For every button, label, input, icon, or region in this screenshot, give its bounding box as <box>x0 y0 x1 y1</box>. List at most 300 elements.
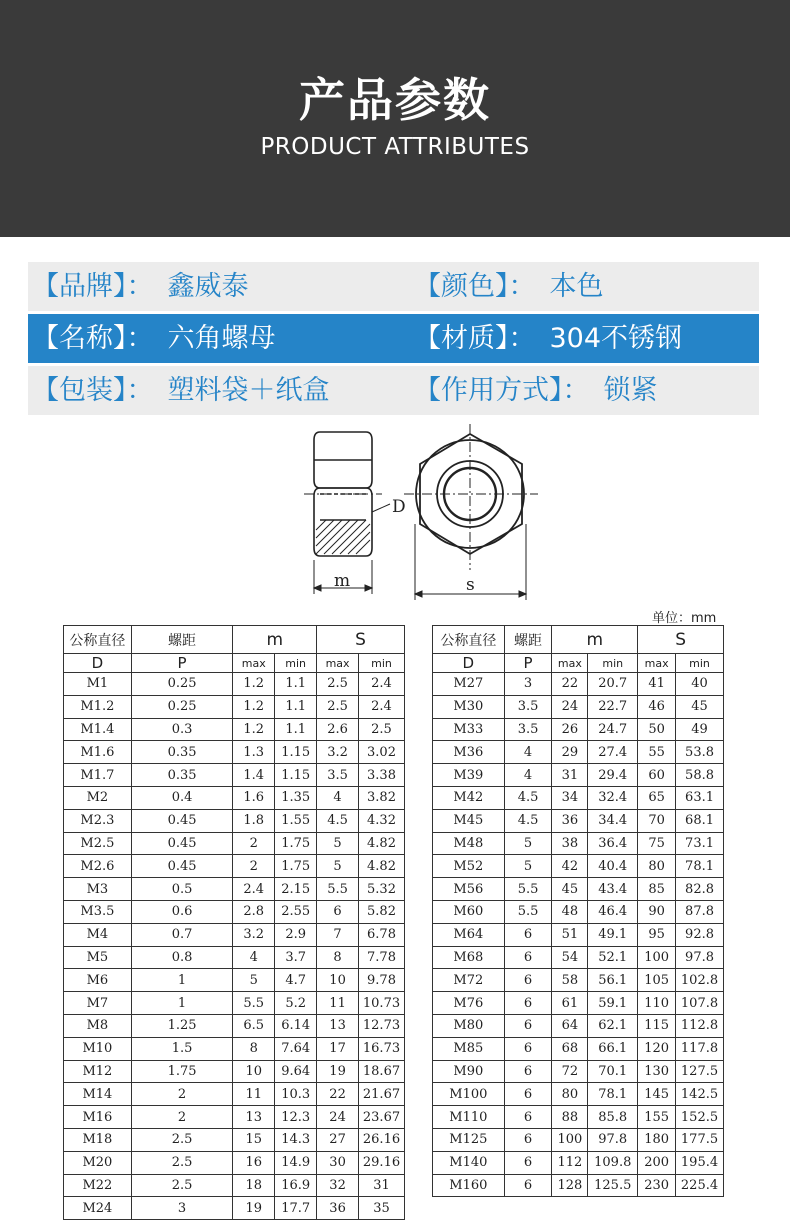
cell-s-min: 21.67 <box>359 1083 405 1106</box>
cell-s-max: 100 <box>638 946 676 969</box>
cell-m-min: 59.1 <box>588 992 638 1015</box>
cell-m-min: 9.64 <box>275 1060 317 1083</box>
cell-m-min: 5.2 <box>275 992 317 1015</box>
table-row <box>64 878 405 901</box>
cell-s-min: 3.02 <box>359 741 405 764</box>
cell-s-max: 30 <box>317 1151 359 1174</box>
table-row <box>433 1106 724 1129</box>
attribute-value: 304不锈钢 <box>549 323 683 354</box>
cell-m-max: 64 <box>552 1014 588 1037</box>
cell-m-max: 16 <box>233 1151 275 1174</box>
cell-size: M14 <box>64 1083 132 1106</box>
cell-m-min: 1.1 <box>275 718 317 741</box>
cell-m-max: 112 <box>552 1151 588 1174</box>
cell-s-min: 12.73 <box>359 1014 405 1037</box>
cell-m-max: 80 <box>552 1083 588 1106</box>
cell-s-max: 41 <box>638 673 676 696</box>
table-row <box>64 695 405 718</box>
cell-pitch: 0.45 <box>131 809 233 832</box>
cell-m-max: 1.3 <box>233 741 275 764</box>
table-row <box>433 1151 724 1174</box>
attribute-value: 锁紧 <box>603 375 658 406</box>
table-row <box>64 923 405 946</box>
cell-size: M30 <box>433 695 505 718</box>
cell-s-max: 110 <box>638 992 676 1015</box>
cell-pitch: 2.5 <box>131 1174 233 1197</box>
cell-pitch: 3.5 <box>504 718 552 741</box>
cell-size: M2.3 <box>64 809 132 832</box>
table-row <box>64 1060 405 1083</box>
table-row <box>433 878 724 901</box>
cell-m-min: 43.4 <box>588 878 638 901</box>
cell-size: M1.6 <box>64 741 132 764</box>
cell-pitch: 0.25 <box>131 695 233 718</box>
table-row <box>64 832 405 855</box>
cell-m-min: 27.4 <box>588 741 638 764</box>
cell-pitch: 0.6 <box>131 900 233 923</box>
attribute-package <box>32 366 330 415</box>
cell-pitch: 3 <box>504 673 552 696</box>
table-row <box>433 695 724 718</box>
cell-m-min: 2.55 <box>275 900 317 923</box>
cell-s-min: 18.67 <box>359 1060 405 1083</box>
cell-size: M8 <box>64 1014 132 1037</box>
cell-m-max: 68 <box>552 1037 588 1060</box>
hex-nut-drawing <box>290 424 570 604</box>
cell-s-min: 78.1 <box>676 855 724 878</box>
cell-m-min: 70.1 <box>588 1060 638 1083</box>
table-row <box>433 855 724 878</box>
table-row <box>433 786 724 809</box>
cell-m-max: 4 <box>233 946 275 969</box>
table-row <box>433 764 724 787</box>
table-row <box>64 741 405 764</box>
cell-m-min: 12.3 <box>275 1106 317 1129</box>
cell-s-max: 5 <box>317 832 359 855</box>
cell-m-max: 58 <box>552 969 588 992</box>
attribute-label: 【名称】： <box>32 323 154 354</box>
cell-s-max: 2.5 <box>317 695 359 718</box>
cell-m-min: 36.4 <box>588 832 638 855</box>
cell-size: M2.5 <box>64 832 132 855</box>
cell-pitch: 6 <box>504 1037 552 1060</box>
cell-s-min: 9.78 <box>359 969 405 992</box>
table-row <box>64 1128 405 1151</box>
cell-s-min: 40 <box>676 673 724 696</box>
cell-size: M5 <box>64 946 132 969</box>
cell-size: M56 <box>433 878 505 901</box>
cell-s-min: 5.32 <box>359 878 405 901</box>
cell-s-max: 200 <box>638 1151 676 1174</box>
cell-m-min: 49.1 <box>588 923 638 946</box>
cell-s-max: 22 <box>317 1083 359 1106</box>
header-d-symbol: D <box>64 654 132 673</box>
attribute-row-name-material <box>28 314 759 363</box>
cell-m-max: 13 <box>233 1106 275 1129</box>
cell-m-min: 14.3 <box>275 1128 317 1151</box>
cell-s-max: 3.2 <box>317 741 359 764</box>
cell-m-max: 72 <box>552 1060 588 1083</box>
attribute-label: 【品牌】： <box>32 271 154 302</box>
cell-m-min: 52.1 <box>588 946 638 969</box>
cell-pitch: 0.35 <box>131 764 233 787</box>
header-pitch: 螺距 <box>131 626 233 654</box>
cell-m-min: 78.1 <box>588 1083 638 1106</box>
cell-s-min: 4.82 <box>359 855 405 878</box>
table-row <box>64 764 405 787</box>
attribute-row-package-function <box>28 366 759 415</box>
cell-size: M1 <box>64 673 132 696</box>
header-min: min <box>275 654 317 673</box>
cell-size: M20 <box>64 1151 132 1174</box>
cell-m-min: 1.35 <box>275 786 317 809</box>
spec-table-left-body <box>64 673 405 1220</box>
cell-m-max: 34 <box>552 786 588 809</box>
cell-pitch: 6 <box>504 1083 552 1106</box>
cell-pitch: 2.5 <box>131 1151 233 1174</box>
cell-pitch: 0.45 <box>131 855 233 878</box>
cell-size: M6 <box>64 969 132 992</box>
cell-s-max: 115 <box>638 1014 676 1037</box>
table-row <box>64 900 405 923</box>
cell-s-max: 50 <box>638 718 676 741</box>
cell-s-max: 120 <box>638 1037 676 1060</box>
cell-m-max: 3.2 <box>233 923 275 946</box>
table-row <box>64 1151 405 1174</box>
cell-s-min: 2.5 <box>359 718 405 741</box>
cell-m-min: 2.9 <box>275 923 317 946</box>
cell-size: M3.5 <box>64 900 132 923</box>
cell-m-max: 2.4 <box>233 878 275 901</box>
table-row <box>433 1174 724 1197</box>
cell-s-min: 26.16 <box>359 1128 405 1151</box>
cell-pitch: 6 <box>504 923 552 946</box>
cell-pitch: 1.5 <box>131 1037 233 1060</box>
cell-m-max: 6.5 <box>233 1014 275 1037</box>
cell-pitch: 0.45 <box>131 832 233 855</box>
table-row <box>433 900 724 923</box>
cell-pitch: 4 <box>504 764 552 787</box>
table-row <box>433 809 724 832</box>
cell-size: M52 <box>433 855 505 878</box>
table-row <box>64 969 405 992</box>
cell-pitch: 5 <box>504 855 552 878</box>
cell-s-min: 2.4 <box>359 673 405 696</box>
cell-s-max: 95 <box>638 923 676 946</box>
cell-s-max: 5.5 <box>317 878 359 901</box>
table-row <box>64 1197 405 1220</box>
cell-m-min: 97.8 <box>588 1128 638 1151</box>
cell-s-max: 230 <box>638 1174 676 1197</box>
cell-s-max: 105 <box>638 969 676 992</box>
table-row <box>64 786 405 809</box>
table-row <box>433 832 724 855</box>
cell-m-min: 22.7 <box>588 695 638 718</box>
attribute-value: 本色 <box>549 271 604 302</box>
cell-pitch: 4 <box>504 741 552 764</box>
cell-s-min: 82.8 <box>676 878 724 901</box>
header-nominal-diameter: 公称直径 <box>64 626 132 654</box>
table-row <box>64 855 405 878</box>
cell-m-min: 1.15 <box>275 741 317 764</box>
cell-m-max: 24 <box>552 695 588 718</box>
cell-s-max: 155 <box>638 1106 676 1129</box>
cell-m-max: 5 <box>233 969 275 992</box>
table-row <box>433 1014 724 1037</box>
table-row <box>64 809 405 832</box>
cell-size: M64 <box>433 923 505 946</box>
cell-s-max: 85 <box>638 878 676 901</box>
cell-size: M76 <box>433 992 505 1015</box>
cell-m-max: 18 <box>233 1174 275 1197</box>
page-title: 产品参数 <box>299 73 491 127</box>
header-pitch: 螺距 <box>504 626 552 654</box>
table-row <box>64 946 405 969</box>
cell-size: M27 <box>433 673 505 696</box>
cell-s-min: 49 <box>676 718 724 741</box>
attribute-value: 塑料袋＋纸盒 <box>167 375 330 406</box>
cell-m-max: 61 <box>552 992 588 1015</box>
cell-pitch: 1.25 <box>131 1014 233 1037</box>
cell-s-min: 45 <box>676 695 724 718</box>
header-max: max <box>317 654 359 673</box>
cell-s-max: 7 <box>317 923 359 946</box>
cell-size: M33 <box>433 718 505 741</box>
cell-m-max: 48 <box>552 900 588 923</box>
cell-s-max: 145 <box>638 1083 676 1106</box>
cell-m-min: 34.4 <box>588 809 638 832</box>
table-row <box>64 1106 405 1129</box>
cell-s-max: 5 <box>317 855 359 878</box>
cell-pitch: 6 <box>504 946 552 969</box>
cell-pitch: 6 <box>504 1128 552 1151</box>
cell-size: M39 <box>433 764 505 787</box>
cell-m-min: 109.8 <box>588 1151 638 1174</box>
cell-m-max: 5.5 <box>233 992 275 1015</box>
cell-pitch: 0.4 <box>131 786 233 809</box>
cell-pitch: 3.5 <box>504 695 552 718</box>
cell-size: M160 <box>433 1174 505 1197</box>
spec-table-left <box>63 625 405 1220</box>
cell-s-max: 36 <box>317 1197 359 1220</box>
cell-m-max: 1.8 <box>233 809 275 832</box>
cell-m-max: 2 <box>233 855 275 878</box>
cell-size: M2 <box>64 786 132 809</box>
header-s: S <box>638 626 724 654</box>
cell-m-max: 45 <box>552 878 588 901</box>
cell-m-max: 54 <box>552 946 588 969</box>
cell-m-max: 1.2 <box>233 695 275 718</box>
cell-size: M72 <box>433 969 505 992</box>
table-row <box>64 1174 405 1197</box>
cell-m-max: 29 <box>552 741 588 764</box>
attribute-material <box>414 314 682 363</box>
header-m: m <box>233 626 317 654</box>
table-row <box>433 1060 724 1083</box>
cell-s-min: 31 <box>359 1174 405 1197</box>
cell-m-min: 1.55 <box>275 809 317 832</box>
cell-m-min: 1.1 <box>275 673 317 696</box>
cell-m-min: 32.4 <box>588 786 638 809</box>
cell-s-max: 11 <box>317 992 359 1015</box>
cell-s-min: 97.8 <box>676 946 724 969</box>
cell-pitch: 2.5 <box>131 1128 233 1151</box>
header-m: m <box>552 626 638 654</box>
cell-size: M60 <box>433 900 505 923</box>
cell-pitch: 2 <box>131 1083 233 1106</box>
cell-m-min: 46.4 <box>588 900 638 923</box>
table-row <box>64 992 405 1015</box>
cell-m-max: 19 <box>233 1197 275 1220</box>
cell-s-min: 5.82 <box>359 900 405 923</box>
spec-table-right-body <box>433 673 724 1197</box>
header-max: max <box>638 654 676 673</box>
header-d-symbol: D <box>433 654 505 673</box>
table-row <box>433 718 724 741</box>
table-row <box>64 1037 405 1060</box>
cell-m-min: 85.8 <box>588 1106 638 1129</box>
attribute-label: 【材质】： <box>414 323 536 354</box>
cell-s-min: 152.5 <box>676 1106 724 1129</box>
cell-m-max: 2.8 <box>233 900 275 923</box>
cell-size: M7 <box>64 992 132 1015</box>
cell-s-min: 87.8 <box>676 900 724 923</box>
attribute-row-brand-color <box>28 262 759 311</box>
cell-s-min: 63.1 <box>676 786 724 809</box>
cell-size: M45 <box>433 809 505 832</box>
attribute-name <box>32 314 276 363</box>
cell-s-min: 7.78 <box>359 946 405 969</box>
table-row <box>433 1128 724 1151</box>
cell-pitch: 0.3 <box>131 718 233 741</box>
cell-m-min: 2.15 <box>275 878 317 901</box>
cell-s-min: 117.8 <box>676 1037 724 1060</box>
cell-size: M68 <box>433 946 505 969</box>
cell-s-min: 3.82 <box>359 786 405 809</box>
cell-pitch: 2 <box>131 1106 233 1129</box>
cell-s-min: 73.1 <box>676 832 724 855</box>
header-banner <box>0 0 790 237</box>
cell-pitch: 1 <box>131 969 233 992</box>
cell-s-min: 4.32 <box>359 809 405 832</box>
cell-m-min: 1.75 <box>275 855 317 878</box>
cell-m-min: 40.4 <box>588 855 638 878</box>
cell-size: M110 <box>433 1106 505 1129</box>
cell-m-max: 1.2 <box>233 673 275 696</box>
cell-m-max: 1.2 <box>233 718 275 741</box>
cell-m-max: 38 <box>552 832 588 855</box>
cell-m-max: 88 <box>552 1106 588 1129</box>
cell-pitch: 0.7 <box>131 923 233 946</box>
table-row <box>433 946 724 969</box>
cell-pitch: 6 <box>504 1060 552 1083</box>
header-max: max <box>552 654 588 673</box>
cell-m-min: 62.1 <box>588 1014 638 1037</box>
header-min: min <box>588 654 638 673</box>
cell-s-max: 4.5 <box>317 809 359 832</box>
cell-size: M24 <box>64 1197 132 1220</box>
cell-size: M10 <box>64 1037 132 1060</box>
unit-label: 单位：mm <box>652 611 717 626</box>
table-row <box>64 1083 405 1106</box>
cell-m-max: 36 <box>552 809 588 832</box>
header-p-symbol: P <box>131 654 233 673</box>
cell-size: M100 <box>433 1083 505 1106</box>
cell-m-min: 20.7 <box>588 673 638 696</box>
cell-size: M90 <box>433 1060 505 1083</box>
cell-s-min: 53.8 <box>676 741 724 764</box>
cell-s-max: 32 <box>317 1174 359 1197</box>
cell-s-min: 127.5 <box>676 1060 724 1083</box>
cell-pitch: 6 <box>504 992 552 1015</box>
header-p-symbol: P <box>504 654 552 673</box>
cell-m-min: 10.3 <box>275 1083 317 1106</box>
cell-s-max: 70 <box>638 809 676 832</box>
cell-s-min: 10.73 <box>359 992 405 1015</box>
cell-s-max: 46 <box>638 695 676 718</box>
drawing-label-d: D <box>392 497 406 517</box>
attribute-label: 【作用方式】： <box>414 375 590 406</box>
cell-m-max: 22 <box>552 673 588 696</box>
cell-s-min: 23.67 <box>359 1106 405 1129</box>
header-min: min <box>359 654 405 673</box>
cell-m-min: 14.9 <box>275 1151 317 1174</box>
spec-table-right <box>432 625 724 1197</box>
cell-m-min: 1.15 <box>275 764 317 787</box>
cell-pitch: 1.75 <box>131 1060 233 1083</box>
attribute-value: 六角螺母 <box>167 323 276 354</box>
cell-s-max: 180 <box>638 1128 676 1151</box>
cell-size: M125 <box>433 1128 505 1151</box>
attribute-label: 【颜色】： <box>414 271 536 302</box>
cell-s-min: 4.82 <box>359 832 405 855</box>
table-row <box>433 1083 724 1106</box>
cell-pitch: 5.5 <box>504 900 552 923</box>
cell-s-max: 55 <box>638 741 676 764</box>
cell-s-max: 60 <box>638 764 676 787</box>
cell-m-max: 1.4 <box>233 764 275 787</box>
cell-pitch: 4.5 <box>504 809 552 832</box>
cell-size: M85 <box>433 1037 505 1060</box>
table-row <box>433 992 724 1015</box>
cell-size: M4 <box>64 923 132 946</box>
header-min: min <box>676 654 724 673</box>
cell-s-max: 80 <box>638 855 676 878</box>
cell-m-min: 3.7 <box>275 946 317 969</box>
cell-m-max: 8 <box>233 1037 275 1060</box>
cell-pitch: 6 <box>504 1014 552 1037</box>
cell-m-max: 2 <box>233 832 275 855</box>
cell-m-min: 1.75 <box>275 832 317 855</box>
cell-s-min: 35 <box>359 1197 405 1220</box>
cell-pitch: 3 <box>131 1197 233 1220</box>
table-row <box>64 718 405 741</box>
cell-size: M12 <box>64 1060 132 1083</box>
table-row <box>433 741 724 764</box>
cell-m-max: 1.6 <box>233 786 275 809</box>
table-row <box>433 969 724 992</box>
cell-s-max: 75 <box>638 832 676 855</box>
cell-pitch: 6 <box>504 1106 552 1129</box>
cell-pitch: 5 <box>504 832 552 855</box>
cell-pitch: 6 <box>504 969 552 992</box>
cell-m-min: 24.7 <box>588 718 638 741</box>
cell-s-max: 13 <box>317 1014 359 1037</box>
cell-m-max: 42 <box>552 855 588 878</box>
table-row <box>433 923 724 946</box>
cell-m-min: 7.64 <box>275 1037 317 1060</box>
page-subtitle: PRODUCT ATTRIBUTES <box>260 134 530 160</box>
